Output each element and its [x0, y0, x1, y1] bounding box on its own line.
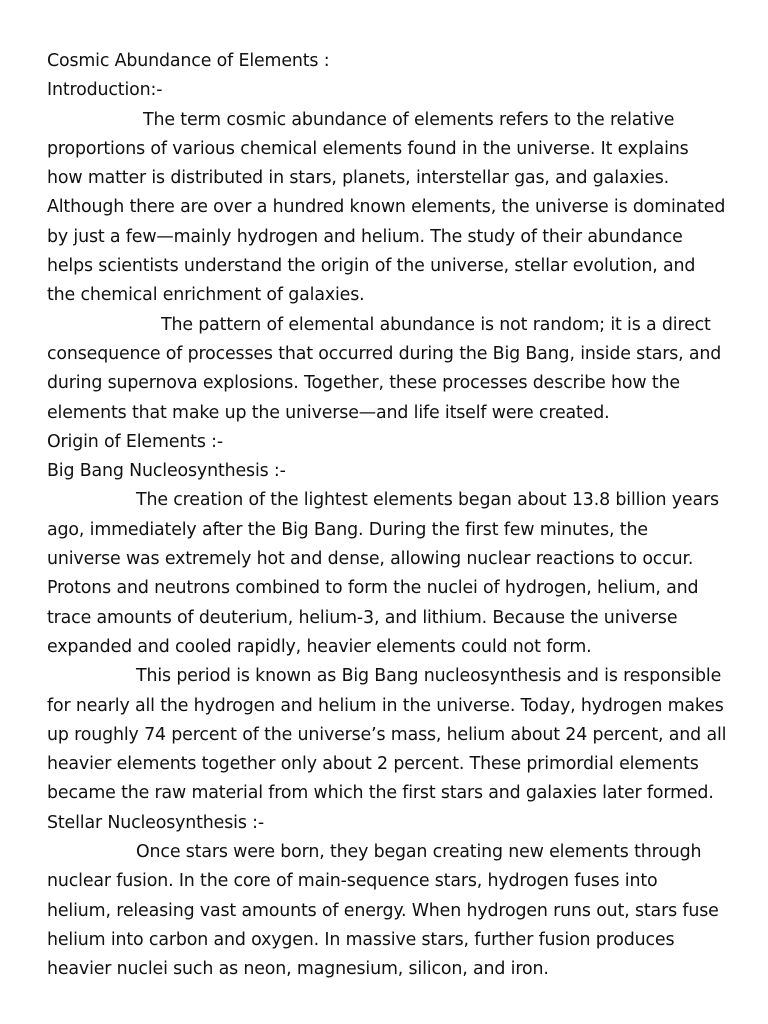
stellar-paragraph-1	[47, 838, 737, 984]
text-line: expanded and cooled rapidly, heavier elements could not form.	[47, 636, 592, 657]
text-line: Once stars were born, they began creating new elements through	[136, 842, 702, 863]
text-line: up roughly 74 percent of the universe’s mass, helium about 24 percent, and all	[47, 724, 727, 745]
text-line: helium, releasing vast amounts of energy. When hydrogen runs out, stars fuse	[47, 900, 719, 921]
big-bang-paragraph-1	[47, 486, 737, 662]
text-line: consequence of processes that occurred during the Big Bang, inside stars, and	[47, 343, 722, 364]
text-line: helium into carbon and oxygen. In massive stars, further fusion produces	[47, 929, 675, 950]
text-line: This period is known as Big Bang nucleosynthesis and is responsible	[136, 666, 722, 687]
text-line: heavier elements together only about 2 percent. These primordial elements	[47, 754, 699, 775]
text-line: elements that make up the universe—and life itself were created.	[47, 402, 610, 423]
text-line: became the raw material from which the first stars and galaxies later formed.	[47, 783, 714, 804]
text-line: for nearly all the hydrogen and helium in the universe. Today, hydrogen makes	[47, 695, 724, 716]
text-line: heavier nuclei such as neon, magnesium, silicon, and iron.	[47, 959, 549, 980]
text-line: helps scientists understand the origin of the universe, stellar evolution, and	[47, 256, 696, 277]
document-page	[47, 47, 737, 985]
text-line: how matter is distributed in stars, planets, interstellar gas, and galaxies.	[47, 168, 670, 189]
text-line: Although there are over a hundred known elements, the universe is dominated	[47, 197, 726, 218]
text-line: trace amounts of deuterium, helium-3, and lithium. Because the universe	[47, 607, 678, 628]
big-bang-paragraph-2	[47, 662, 737, 808]
text-line: during supernova explosions. Together, these processes describe how the	[47, 373, 680, 394]
text-line: Protons and neutrons combined to form the nuclei of hydrogen, helium, and	[47, 578, 699, 599]
origin-heading: Origin of Elements :-	[47, 431, 223, 452]
text-line: ago, immediately after the Big Bang. During the first few minutes, the	[47, 519, 648, 540]
text-line: by just a few—mainly hydrogen and helium. The study of their abundance	[47, 226, 683, 247]
text-line: proportions of various chemical elements found in the universe. It explains	[47, 138, 689, 159]
text-line: universe was extremely hot and dense, allowing nuclear reactions to occur.	[47, 549, 694, 570]
text-line: The pattern of elemental abundance is not random; it is a direct	[161, 314, 711, 335]
introduction-paragraph-1	[47, 106, 737, 311]
text-line: nuclear fusion. In the core of main-sequence stars, hydrogen fuses into	[47, 871, 658, 892]
document-title: Cosmic Abundance of Elements :	[47, 51, 330, 71]
text-line: the chemical enrichment of galaxies.	[47, 285, 365, 306]
introduction-paragraph-2	[47, 311, 737, 428]
text-line: The term cosmic abundance of elements refers to the relative	[143, 109, 675, 130]
big-bang-heading: Big Bang Nucleosynthesis :-	[47, 461, 286, 482]
stellar-heading: Stellar Nucleosynthesis :-	[47, 812, 264, 833]
text-line: The creation of the lightest elements began about 13.8 billion years	[136, 490, 719, 511]
introduction-heading: Introduction:-	[47, 80, 163, 101]
